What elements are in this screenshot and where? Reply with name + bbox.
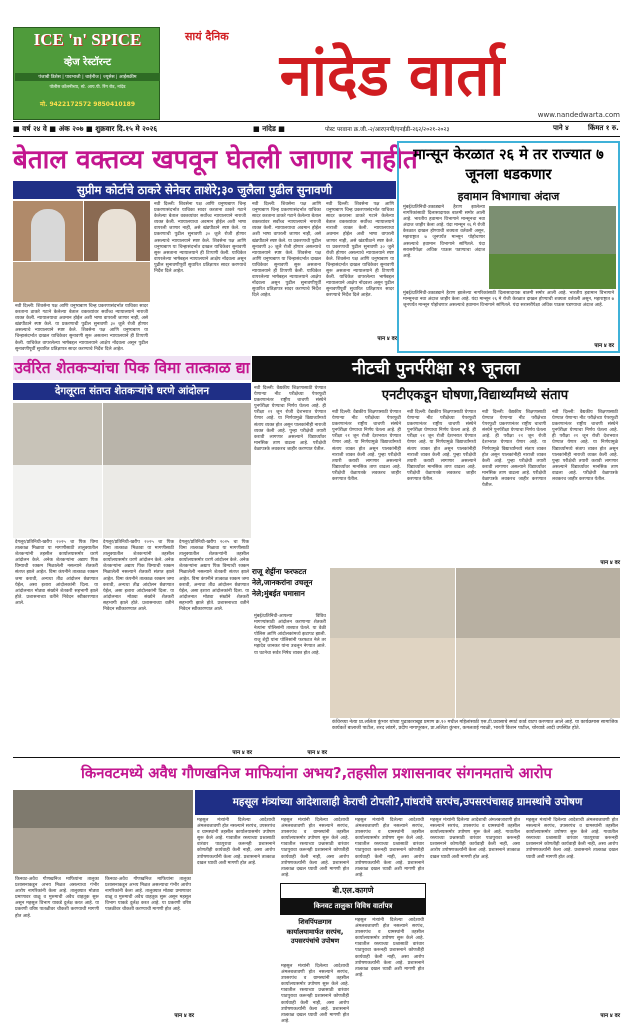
byline: बी.एल.कागणे [332, 886, 374, 895]
kinwat-headline: किनवटमध्ये अवैध गौणखनिज माफियांना अभय?,तहसील प्रशासनावर संगनमताचे आरोप [81, 765, 552, 782]
mahsul-body-col2: महसूल मंत्र्यांनी दिलेल्या आदेशाची अंमलबजावणी होत नसल्याने सरपंच, उपसरपंच व ग्रामस्थांनी तहसील कार्यालयासमोर उपोषण सुरू केले आहे. गावातील रस्त्याच्या प्रश्नासाठी वारंवार पाठपुरावा करूनही प्रशासनाने कोणतीही कार्यवाही केली नाही, असा आरोप उपोषणकर्त्यांनी केला आहे. प्रशासनाने तात्काळ दखल घ्यावी अशी मागणी होत आहे. [281, 818, 349, 878]
crowd-shape [330, 638, 455, 718]
betal-body-col0: नवी दिल्ली: शिवसेना पक्ष आणि धनुष्यबाण चिन्ह प्रकरणासंदर्भात याचिका सादर करताना ठाकरे गटाने केलेल्या बेताल वक्तव्यांवर सर्वोच्च न्यायालयाने नाराजी व्यक्त केली. न्यायालयाचा अवमान होईल अशी भाषा वापरली जाणार नाही, असे खंडपीठाने स्पष्ट केले. या प्रकरणाची पुढील सुनावणी ३० जुलै रोजी होणार असल्याचे न्यायालयाने स्पष्ट केले. शिवसेना पक्ष आणि धनुष्यबाण या चिन्हासंदर्भात दाखल याचिकेवर सुनावणी सुरू असताना न्यायालयाने ही टिप्पणी केली. याचिकेत वापरलेल्या भाषेबद्दल न्यायालयाने आक्षेप नोंदवला असून पुढील सुनावणीपूर्वी सुधारित प्रतिज्ञापत्र सादर करण्याचे निर्देश दिले आहेत. [15, 304, 148, 352]
crowd-shape [13, 465, 102, 538]
mahsul-body-col5: महसूल मंत्र्यांनी दिलेल्या आदेशाची अंमलबजावणी होत नसल्याने सरपंच, उपसरपंच व ग्रामस्थांनी तहसील कार्यालयासमोर उपोषण सुरू केले आहे. गावातील रस्त्याच्या प्रश्नासाठी वारंवार पाठपुरावा करूनही प्रशासनाने कोणतीही कार्यवाही केली नाही, असा आरोप उपोषणकर्त्यांनी केला आहे. प्रशासनाने तात्काळ दखल घ्यावी अशी मागणी होत आहे. [526, 818, 618, 860]
mahsul-body-col4: महसूल मंत्र्यांनी दिलेल्या आदेशाची अंमलबजावणी होत नसल्याने सरपंच, उपसरपंच व ग्रामस्थांनी तहसील कार्यालयासमोर उपोषण सुरू केले आहे. गावातील रस्त्याच्या प्रश्नासाठी वारंवार पाठपुरावा करूनही प्रशासनाने कोणतीही कार्यवाही केली नाही, असा आरोप उपोषणकर्त्यांनी केला आहे. प्रशासनाने तात्काळ दखल घ्यावी अशी मागणी होत आहे. [430, 818, 520, 860]
masthead-tagline: सायं दैनिक [185, 30, 229, 43]
raju-continued: पान ४ वर [307, 750, 327, 756]
betal-subheadline: सुप्रीम कोर्टाचे ठाकरे सेनेवर ताशेरे;३० जुलैला पुढील सुनावणी [13, 181, 396, 199]
neet-body-col5: नवी दिल्ली: वैद्यकीय शिक्षणासाठी घेण्यात येणाऱ्या नीट परीक्षेच्या पेपरफुटी प्रकरणानंतर राष्ट्रीय चाचणी संस्थेने पुनर्परीक्षा घेण्याचा निर्णय घेतला आहे. ही परीक्षा २१ जून रोजी देशभरात घेण्यात येणार आहे. या निर्णयामुळे विद्यार्थ्यांमध्ये संताप व्यक्त होत असून पालकांनीही नाराजी व्यक्त केली आहे. पुन्हा परीक्षेची तयारी करावी लागणार असल्याने विद्यार्थ्यांवर मानसिक ताण वाढला आहे. परीक्षेची वेळापत्रके लवकरच जाहीर करण्यात येतील. [552, 410, 618, 483]
court-photo [13, 262, 150, 302]
shinde-photo [84, 201, 150, 261]
neet-body-col1: नवी दिल्ली: वैद्यकीय शिक्षणासाठी घेण्यात येणाऱ्या नीट परीक्षेच्या पेपरफुटी प्रकरणानंतर राष्ट्रीय चाचणी संस्थेने पुनर्परीक्षा घेण्याचा निर्णय घेतला आहे. ही परीक्षा २१ जून रोजी देशभरात घेण्यात येणार आहे. या निर्णयामुळे विद्यार्थ्यांमध्ये संताप व्यक्त होत असून पालकांनीही नाराजी व्यक्त केली आहे. पुन्हा परीक्षेची तयारी करावी लागणार असल्याने विद्यार्थ्यांवर मानसिक ताण वाढला आहे. परीक्षेची वेळापत्रके लवकरच जाहीर करण्यात येतील. [254, 386, 326, 452]
mahsul-body-col3b: महसूल मंत्र्यांनी दिलेल्या आदेशाची अंमलबजावणी होत नसल्याने सरपंच, उपसरपंच व ग्रामस्थांनी तहसील कार्यालयासमोर उपोषण सुरू केले आहे. गावातील रस्त्याच्या प्रश्नासाठी वारंवार पाठपुरावा करूनही प्रशासनाने कोणतीही कार्यवाही केली नाही, असा आरोप उपोषणकर्त्यांनी केला आहे. प्रशासनाने तात्काळ दखल घ्यावी अशी मागणी होत आहे. [355, 918, 424, 978]
kinwat-body-col2: किनवट-अवैध गौणखनिज माफियांना तालुका प्रशासनाकडून अभय मिळत असल्याचा गंभीर आरोप नागरिकांनी केला आहे. तालुक्यात मोठ्या प्रमाणावर वाळू व मुरुमाची अवैध वाहतूक सुरू असून महसूल विभाग याकडे दुर्लक्ष करत आहे. या प्रकरणी वरिष्ठ पातळीवर चौकशी करण्याची मागणी होत आहे. [105, 877, 191, 913]
crowd-shape [456, 638, 620, 718]
field-shape [489, 254, 616, 289]
restaurant-ad [13, 27, 160, 120]
smart-card-photo-1 [330, 568, 455, 718]
monsoon-photo [489, 206, 616, 289]
mahsul-body-col2b: महसूल मंत्र्यांनी दिलेल्या आदेशाची अंमलबजावणी होत नसल्याने सरपंच, उपसरपंच व ग्रामस्थांनी तहसील कार्यालयासमोर उपोषण सुरू केले आहे. गावातील रस्त्याच्या प्रश्नासाठी वारंवार पाठपुरावा करूनही प्रशासनाने कोणतीही कार्यवाही केली नाही, असा आरोप उपोषणकर्त्यांनी केला आहे. प्रशासनाने तात्काळ दखल घ्यावी अशी मागणी होत आहे. [281, 964, 349, 1024]
section-rule [13, 757, 620, 758]
neet-continued: पान ४ वर [600, 560, 620, 566]
city-label: ■ नांदेड ■ [253, 124, 286, 133]
kinwat-photo [13, 790, 193, 874]
issue-info: ■ वर्ष २४ वे ■ अंक २०७ ■ शुक्रवार दि.१५ मे २०२६ [13, 124, 158, 133]
ad-phone: मो. 9422172572 9850410189 [39, 101, 136, 108]
betal-body-col2: नवी दिल्ली: शिवसेना पक्ष आणि धनुष्यबाण चिन्ह प्रकरणासंदर्भात याचिका सादर करताना ठाकरे गटाने केलेल्या बेताल वक्तव्यांवर सर्वोच्च न्यायालयाने नाराजी व्यक्त केली. न्यायालयाचा अवमान होईल अशी भाषा वापरली जाणार नाही, असे खंडपीठाने स्पष्ट केले. या प्रकरणाची पुढील सुनावणी ३० जुलै रोजी होणार असल्याचे न्यायालयाने स्पष्ट केले. शिवसेना पक्ष आणि धनुष्यबाण या चिन्हासंदर्भात दाखल याचिकेवर सुनावणी सुरू असताना न्यायालयाने ही टिप्पणी केली. याचिकेत वापरलेल्या भाषेबद्दल न्यायालयाने आक्षेप नोंदवला असून पुढील सुनावणीपूर्वी सुधारित प्रतिज्ञापत्र सादर करण्याचे निर्देश दिले आहेत. [252, 202, 321, 299]
neet-body-col3: नवी दिल्ली: वैद्यकीय शिक्षणासाठी घेण्यात येणाऱ्या नीट परीक्षेच्या पेपरफुटी प्रकरणानंतर राष्ट्रीय चाचणी संस्थेने पुनर्परीक्षा घेण्याचा निर्णय घेतला आहे. ही परीक्षा २१ जून रोजी देशभरात घेण्यात येणार आहे. या निर्णयामुळे विद्यार्थ्यांमध्ये संताप व्यक्त होत असून पालकांनीही नाराजी व्यक्त केली आहे. पुन्हा परीक्षेची तयारी करावी लागणार असल्याने विद्यार्थ्यांवर मानसिक ताण वाढला आहे. परीक्षेची वेळापत्रके लवकरच जाहीर करण्यात येतील. [407, 410, 476, 483]
pages-count: पाने ४ [553, 124, 569, 132]
monsoon-box [397, 141, 620, 353]
ad-line1: पंजाबी डिशेस | पावभाजी | चाईनीज | ज्यूसेस | आईसक्रीम [15, 73, 160, 81]
pikvima-headline: उर्वरित शेतकऱ्यांचा पिक विमा तात्काळ द्या [13, 356, 251, 380]
neet-headline: नीटची पुनर्परीक्षा २१ जूनला [252, 356, 620, 382]
pull-heading: शिवपिंपळगाव कार्यालयामार्फत सरपंच, उपसरपंचांचे उपोषण [286, 918, 344, 945]
betal-body-col3: नवी दिल्ली: शिवसेना पक्ष आणि धनुष्यबाण चिन्ह प्रकरणासंदर्भात याचिका सादर करताना ठाकरे गटाने केलेल्या बेताल वक्तव्यांवर सर्वोच्च न्यायालयाने नाराजी व्यक्त केली. न्यायालयाचा अवमान होईल अशी भाषा वापरली जाणार नाही, असे खंडपीठाने स्पष्ट केले. या प्रकरणाची पुढील सुनावणी ३० जुलै रोजी होणार असल्याचे न्यायालयाने स्पष्ट केले. शिवसेना पक्ष आणि धनुष्यबाण या चिन्हासंदर्भात दाखल याचिकेवर सुनावणी सुरू असताना न्यायालयाने ही टिप्पणी केली. याचिकेत वापरलेल्या भाषेबद्दल न्यायालयाने आक्षेप नोंदवला असून पुढील सुनावणीपूर्वी सुधारित प्रतिज्ञापत्र सादर करण्याचे निर्देश दिले आहेत. [326, 202, 394, 299]
monsoon-body-2: मुंबई/प्रतिनिधी-उकाड्याने हैराण झालेल्या नागरिकांसाठी दिलासादायक बातमी समोर आली आहे. भारतीय हवामान विभागाने मान्सूनचा नवा अंदाज जाहीर केला आहे. यंदा मान्सून २६ मे रोजी केरळात दाखल होण्याची शक्यता वर्तवली असून, महाराष्ट्रात ७ जूनपर्यंत मान्सून पोहोचणार असल्याचे हवामान विभागाने सांगितले. यंदा सरासरीपेक्षा अधिक पाऊस पडण्याचा अंदाज आहे. [403, 291, 614, 309]
crowd-shape [103, 465, 251, 538]
mahsul-continued: पान ४ वर [600, 1013, 620, 1019]
betal-continued: पान ४ वर [377, 336, 397, 342]
ad-title: ICE 'n' SPICE [33, 30, 142, 49]
kinwat-body-col1: किनवट-अवैध गौणखनिज माफियांना तालुका प्रशासनाकडून अभय मिळत असल्याचा गंभीर आरोप नागरिकांनी केला आहे. तालुक्यात मोठ्या प्रमाणावर वाळू व मुरुमाची अवैध वाहतूक सुरू असून महसूल विभाग याकडे दुर्लक्ष करत आहे. या प्रकरणी वरिष्ठ पातळीवर चौकशी करण्याची मागणी होत आहे. [15, 877, 99, 919]
neet-subheadline: एनटीएकडून घोषणा,विद्यार्थ्यांमध्ये संताप [381, 388, 569, 403]
betal-body-col1: नवी दिल्ली: शिवसेना पक्ष आणि धनुष्यबाण चिन्ह प्रकरणासंदर्भात याचिका सादर करताना ठाकरे गटाने केलेल्या बेताल वक्तव्यांवर सर्वोच्च न्यायालयाने नाराजी व्यक्त केली. न्यायालयाचा अवमान होईल अशी भाषा वापरली जाणार नाही, असे खंडपीठाने स्पष्ट केले. या प्रकरणाची पुढील सुनावणी ३० जुलै रोजी होणार असल्याचे न्यायालयाने स्पष्ट केले. शिवसेना पक्ष आणि धनुष्यबाण या चिन्हासंदर्भात दाखल याचिकेवर सुनावणी सुरू असताना न्यायालयाने ही टिप्पणी केली. याचिकेत वापरलेल्या भाषेबद्दल न्यायालयाने आक्षेप नोंदवला असून पुढील सुनावणीपूर्वी सुधारित प्रतिज्ञापत्र सादर करण्याचे निर्देश दिले आहेत. [154, 202, 246, 275]
betal-headline: बेताल वक्तव्य खपवून घेतली जाणार नाहीत [13, 145, 418, 175]
ad-subtitle: व्हेज रेस्टॉरन्ट [64, 57, 111, 68]
photo-caption: कंधिरच्या नेत्या प्रा.ललिता कुंभार यांच्या पुढाकाराखूड प्रमाण क्र.१० मधील महिलांसाठी एस.टी.प्रवासाचे स्मार्ट कार्ड वाटप करण्यात आले आहे. या कार्यक्रमास सामाजिक कार्यकर्ते बालाजी पाटील, शरद लांडगे, प्रदीप नागापूरकर, प्रा.ललिता कुंभार, कमलताई गवळी, भारती किशन पाटील, चोरवाडे आदी उपस्थित होते. [332, 720, 618, 732]
crowd-shape [13, 828, 193, 874]
pikvima-body-col2: देगलूर/प्रतिनिधी-खरीप २०२५ चा पिक विमा तात्काळ मिळावा या मागणीसाठी तालुक्यातील शेतकऱ्यांनी तहसील कार्यालयासमोर धरणे आंदोलन केले. अनेक शेतकऱ्यांना अद्याप पिक विम्याची रक्कम मिळालेली नसल्याने शेतकरी संतप्त झाले आहेत. विमा कंपनीने तात्काळ रक्कम जमा करावी, अन्यथा तीव्र आंदोलन छेडण्यात येईल, असा इशारा आंदोलकांनी दिला. या आंदोलनात मोठ्या संख्येने शेतकरी सहभागी झाले होते. प्रशासनाच्या वतीने निवेदन स्वीकारण्यात आले. [103, 540, 174, 613]
byline-box [280, 883, 426, 915]
mahsul-body-col3: महसूल मंत्र्यांनी दिलेल्या आदेशाची अंमलबजावणी होत नसल्याने सरपंच, उपसरपंच व ग्रामस्थांनी तहसील कार्यालयासमोर उपोषण सुरू केले आहे. गावातील रस्त्याच्या प्रश्नासाठी वारंवार पाठपुरावा करूनही प्रशासनाने कोणतीही कार्यवाही केली नाही, असा आरोप उपोषणकर्त्यांनी केला आहे. प्रशासनाने तात्काळ दखल घ्यावी अशी मागणी होत आहे. [355, 818, 424, 878]
mahsul-body-col1: महसूल मंत्र्यांनी दिलेल्या आदेशाची अंमलबजावणी होत नसल्याने सरपंच, उपसरपंच व ग्रामस्थांनी तहसील कार्यालयासमोर उपोषण सुरू केले आहे. गावातील रस्त्याच्या प्रश्नासाठी वारंवार पाठपुरावा करूनही प्रशासनाने कोणतीही कार्यवाही केली नाही, असा आरोप उपोषणकर्त्यांनी केला आहे. प्रशासनाने तात्काळ दखल घ्यावी अशी मागणी होत आहे. [197, 818, 275, 866]
monsoon-subheadline: हवामान विभागाचा अंदाज [457, 190, 560, 203]
postal-info: पोस्ट परवाना क्र.जी.-२/आरएनपी/एनईडी-२६२/२०२१-२०२३ [325, 126, 450, 133]
kinwat-continued: पान ४ वर [174, 1013, 194, 1019]
monsoon-continued: पान ४ वर [594, 343, 614, 349]
info-bar [13, 122, 620, 136]
raju-body: मुंबई/प्रतिनिधी-आपल्या विविध मागण्यांसाठी आंदोलन करणाऱ्या शेतकरी नेत्यांना पोलिसांनी ताब्यात घेतले. या वेळी पोलिस आणि आंदोलकांमध्ये झटापट झाली. राजू शेट्टी यांना पोलिसांनी फरफटत नेले तर महादेव जानकर यांना उचलून नेण्यात आले. या घटनेचा सर्वत्र निषेध व्यक्त होत आहे. [254, 614, 326, 656]
neet-body-col2: नवी दिल्ली: वैद्यकीय शिक्षणासाठी घेण्यात येणाऱ्या नीट परीक्षेच्या पेपरफुटी प्रकरणानंतर राष्ट्रीय चाचणी संस्थेने पुनर्परीक्षा घेण्याचा निर्णय घेतला आहे. ही परीक्षा २१ जून रोजी देशभरात घेण्यात येणार आहे. या निर्णयामुळे विद्यार्थ्यांमध्ये संताप व्यक्त होत असून पालकांनीही नाराजी व्यक्त केली आहे. पुन्हा परीक्षेची तयारी करावी लागणार असल्याने विद्यार्थ्यांवर मानसिक ताण वाढला आहे. परीक्षेची वेळापत्रके लवकरच जाहीर करण्यात येतील. [332, 410, 401, 483]
dharne-photo-1 [13, 403, 102, 538]
monsoon-headline: मान्सून केरळात २६ मे तर राज्यात ७ जूनला धडकणार [413, 146, 604, 183]
pikvima-continued: पान ४ वर [232, 750, 252, 756]
byline-box-title: किनवट तालुका विविध वार्तापत्र [281, 898, 425, 914]
mahsul-headline: महसूल मंत्र्यांच्या आदेशालाही केराची टोपली?,पांधरांचे सरपंच,उपसरपंचासह ग्रामस्थांचे उपोषण [195, 790, 620, 815]
ad-line2: पोलीस कॉलनीच्या, स्टे. आय.पी. रिंग रोड, नांदेड [49, 85, 126, 90]
pikvima-body-col1: देगलूर/प्रतिनिधी-खरीप २०२५ चा पिक विमा तात्काळ मिळावा या मागणीसाठी तालुक्यातील शेतकऱ्यांनी तहसील कार्यालयासमोर धरणे आंदोलन केले. अनेक शेतकऱ्यांना अद्याप पिक विम्याची रक्कम मिळालेली नसल्याने शेतकरी संतप्त झाले आहेत. विमा कंपनीने तात्काळ रक्कम जमा करावी, अन्यथा तीव्र आंदोलन छेडण्यात येईल, असा इशारा आंदोलकांनी दिला. या आंदोलनात मोठ्या संख्येने शेतकरी सहभागी झाले होते. प्रशासनाच्या वतीने निवेदन स्वीकारण्यात आले. [15, 540, 98, 606]
neet-body-col4: नवी दिल्ली: वैद्यकीय शिक्षणासाठी घेण्यात येणाऱ्या नीट परीक्षेच्या पेपरफुटी प्रकरणानंतर राष्ट्रीय चाचणी संस्थेने पुनर्परीक्षा घेण्याचा निर्णय घेतला आहे. ही परीक्षा २१ जून रोजी देशभरात घेण्यात येणार आहे. या निर्णयामुळे विद्यार्थ्यांमध्ये संताप व्यक्त होत असून पालकांनीही नाराजी व्यक्त केली आहे. पुन्हा परीक्षेची तयारी करावी लागणार असल्याने विद्यार्थ्यांवर मानसिक ताण वाढला आहे. परीक्षेची वेळापत्रके लवकरच जाहीर करण्यात येतील. [482, 410, 546, 489]
person-shape [31, 209, 65, 261]
pikvima-subheadline: देगलूरात संतप्त शेतकऱ्यांचे धरणे आंदोलन [13, 383, 251, 400]
smart-card-photo-2 [456, 568, 620, 718]
price: किंमत १ रु. [588, 124, 619, 132]
thackeray-photo [13, 201, 83, 261]
info-bar-rule-bottom [13, 136, 620, 137]
raju-headline: राजू शेट्टींना फरफटत नेले,जानकरांना उचलून नेले;मुंबईत घमासान [252, 567, 313, 598]
person-shape [98, 209, 136, 261]
masthead-website: www.nandedwarta.com [537, 111, 620, 119]
dharne-photo-2 [103, 403, 251, 538]
masthead-title: नांदेड वार्ता [279, 41, 505, 109]
monsoon-body: मुंबई/प्रतिनिधी-उकाड्याने हैराण झालेल्या नागरिकांसाठी दिलासादायक बातमी समोर आली आहे. भारतीय हवामान विभागाने मान्सूनचा नवा अंदाज जाहीर केला आहे. यंदा मान्सून २६ मे रोजी केरळात दाखल होण्याची शक्यता वर्तवली असून, महाराष्ट्रात ७ जूनपर्यंत मान्सून पोहोचणार असल्याचे हवामान विभागाने सांगितले. यंदा सरासरीपेक्षा अधिक पाऊस पडण्याचा अंदाज आहे. [403, 205, 485, 259]
pikvima-body-col3: देगलूर/प्रतिनिधी-खरीप २०२५ चा पिक विमा तात्काळ मिळावा या मागणीसाठी तालुक्यातील शेतकऱ्यांनी तहसील कार्यालयासमोर धरणे आंदोलन केले. अनेक शेतकऱ्यांना अद्याप पिक विम्याची रक्कम मिळालेली नसल्याने शेतकरी संतप्त झाले आहेत. विमा कंपनीने तात्काळ रक्कम जमा करावी, अन्यथा तीव्र आंदोलन छेडण्यात येईल, असा इशारा आंदोलकांनी दिला. या आंदोलनात मोठ्या संख्येने शेतकरी सहभागी झाले होते. प्रशासनाच्या वतीने निवेदन स्वीकारण्यात आले. [179, 540, 250, 613]
